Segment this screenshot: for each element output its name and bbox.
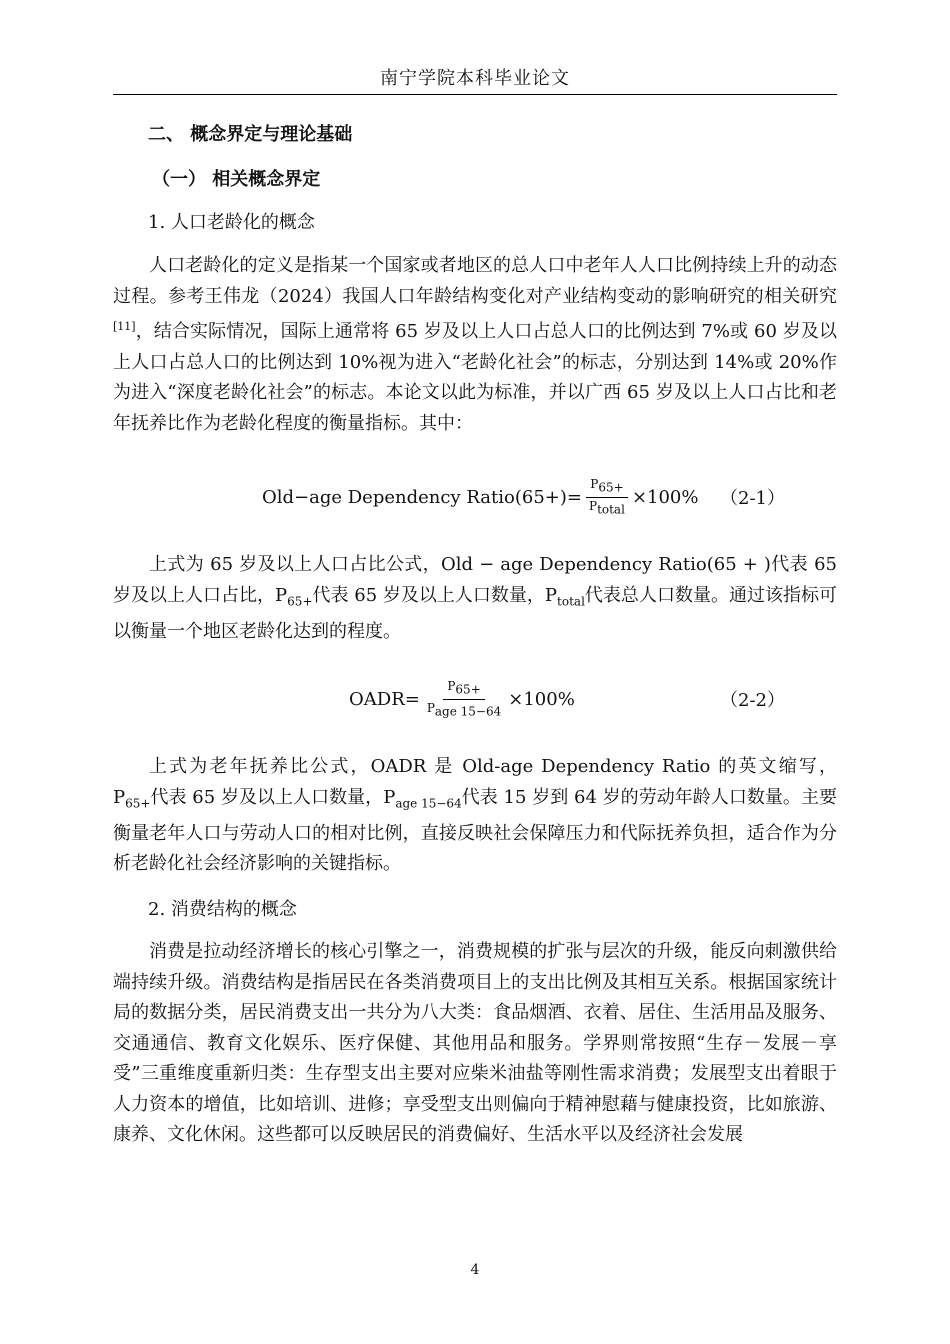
paragraph-text: 代表 15 岁到 64 岁的劳动年龄人口数量。主要衡量老年人口与劳动人口的相对比例，直接反映社会保障压力和代际抚养负担，适合作为分析老龄化社会经济影响的关键指标。	[113, 786, 837, 875]
subscript: 65+	[125, 796, 151, 811]
numerator	[586, 478, 627, 498]
fraction	[423, 680, 505, 718]
paragraph-text: 上式为 65 岁及以上人口占比公式，	[149, 554, 442, 575]
symbol: P	[588, 498, 598, 513]
subscript: 65+	[455, 682, 481, 697]
paragraph-eq2-explanation	[113, 752, 837, 880]
math-symbol: P	[275, 584, 288, 606]
section-heading: 二、 概念界定与理论基础	[148, 124, 353, 145]
paragraph-text: 代表 65 岁及以上人口占比，	[113, 554, 837, 606]
running-header: 南宁学院本科毕业论文	[380, 68, 570, 89]
equation-2-1	[262, 478, 698, 516]
subscript: total	[557, 594, 585, 609]
math-symbol: P	[544, 584, 558, 606]
math-symbol: P	[383, 786, 396, 808]
paragraph-text: 人口老龄化的定义是指某一个国家或者地区的总人口中老年人人口比例持续上升的动态过程。参考王伟龙（2024）我国人口年龄结构变化对产业结构变动的影响研究的相关研究	[113, 255, 837, 307]
symbol: P	[447, 679, 456, 693]
paragraph-text: 上式为老年抚养比公式，OADR 是 Old-age Dependency Ratio 的英文缩写，	[149, 756, 837, 777]
symbol: P	[426, 700, 435, 715]
equation-lhs: OADR=	[349, 688, 420, 710]
math-symbol: P	[113, 786, 126, 808]
subscript: age 15−64	[434, 703, 502, 718]
header-rule	[113, 94, 837, 95]
paragraph-consumption-structure: 消费是拉动经济增长的核心引擎之一，消费规模的扩张与层次的升级，能反向刺激供给端持续升级。消费结构是指居民在各类消费项目上的支出比例及其相互关系。根据国家统计局的数据分类，居民消费支出一共分为八大类：食品烟酒、衣着、居住、生活用品及服务、交通通信、教育文化娱乐、医疗保健、其他用品和服务。学界则常按照“生存－发展－享受”三重维度重新归类：生存型支出主要对应柴米油盐等刚性需求消费；发展型支出着眼于人力资本的增值，比如培训、进修；享受型支出则偏向于精神慰藉与健康投资，比如旅游、康养、文化休闲。这些都可以反映居民的消费偏好、生活水平以及经济社会发展	[113, 941, 837, 1145]
paragraph-eq1-explanation	[113, 550, 837, 647]
fraction	[585, 478, 629, 516]
math-term: Old − age Dependency Ratio(65 + )	[441, 554, 771, 575]
subscript: 65+	[287, 594, 313, 609]
item-heading-consumption: 2. 消费结构的概念	[148, 899, 297, 920]
paragraph-text: 代表总人口数量。通过该指标可以衡量一个地区老龄化达到的程度。	[113, 584, 837, 642]
citation: [11]	[113, 320, 136, 333]
equation-number: （2-1）	[720, 488, 785, 509]
equation-lhs: Old−age Dependency Ratio(65+)=	[262, 486, 582, 508]
denominator	[423, 700, 505, 719]
subscript: 65+	[598, 480, 624, 495]
item-heading-aging: 1. 人口老龄化的概念	[148, 212, 315, 233]
denominator	[585, 498, 629, 517]
symbol: P	[590, 477, 599, 491]
numerator	[443, 680, 484, 700]
equation-2-2	[349, 680, 575, 718]
equation-number: （2-2）	[720, 690, 785, 711]
subscript: total	[597, 501, 625, 516]
paragraph-aging-definition	[113, 251, 837, 439]
paragraph-text: 代表 65 岁及以上人口数量，	[312, 584, 545, 606]
equation-rhs: ×100%	[631, 486, 699, 508]
subsection-heading: （一） 相关概念界定	[152, 169, 321, 190]
equation-rhs: ×100%	[508, 688, 575, 710]
paragraph-text: 代表 65 岁及以上人口数量，	[150, 786, 384, 808]
subscript: age 15−64	[395, 796, 462, 811]
page-number: 4	[470, 1262, 480, 1278]
paragraph-text: ，结合实际情况，国际上通常将 65 岁及以上人口占总人口的比例达到 7%或 60 岁及以上人口占总人口的比例达到 10%视为进入“老龄化社会”的标志，分别达到 14%或 20%作为进入“深度老龄化社会”的标志。本论文以此为标准，并以广西 65 岁及以上人口占比和老年抚养比作为老龄化程度的衡量指标。其中：	[113, 321, 837, 434]
